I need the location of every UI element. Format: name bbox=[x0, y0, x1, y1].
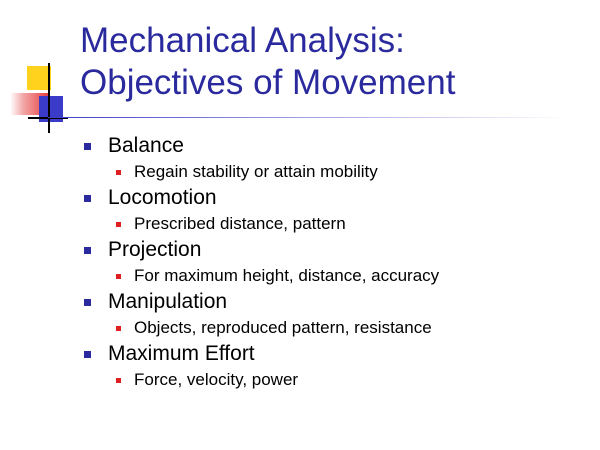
small-square-bullet-icon bbox=[116, 170, 121, 175]
slide-title bbox=[80, 20, 455, 104]
square-bullet-icon bbox=[84, 299, 91, 306]
item-heading bbox=[82, 184, 439, 212]
square-bullet-icon bbox=[84, 247, 91, 254]
sub-item-label: Force, velocity, power bbox=[134, 370, 299, 389]
item-heading bbox=[82, 340, 439, 368]
list-item bbox=[82, 236, 439, 288]
list-item bbox=[82, 288, 439, 340]
item-label: Manipulation bbox=[108, 290, 228, 313]
title-line-2: Objectives of Movement bbox=[80, 63, 456, 102]
vertical-line-decoration bbox=[48, 63, 50, 133]
sub-item-label: Regain stability or attain mobility bbox=[134, 162, 378, 181]
sub-item-label: For maximum height, distance, accuracy bbox=[134, 266, 440, 285]
square-bullet-icon bbox=[84, 143, 91, 150]
list-item bbox=[82, 132, 439, 184]
sub-item bbox=[112, 368, 439, 392]
list-item bbox=[82, 340, 439, 392]
small-square-bullet-icon bbox=[116, 274, 121, 279]
item-heading bbox=[82, 236, 439, 264]
item-label: Projection bbox=[108, 238, 202, 261]
title-line-1: Mechanical Analysis: bbox=[80, 21, 405, 60]
square-bullet-icon bbox=[84, 351, 91, 358]
sub-item bbox=[112, 212, 439, 236]
sub-item bbox=[112, 160, 439, 184]
item-label: Locomotion bbox=[108, 186, 217, 209]
item-label: Balance bbox=[108, 134, 184, 157]
sub-item bbox=[112, 264, 439, 288]
sub-item-label: Prescribed distance, pattern bbox=[134, 214, 346, 233]
corner-decoration bbox=[0, 0, 90, 150]
sub-item bbox=[112, 316, 439, 340]
item-heading bbox=[82, 132, 439, 160]
list-item bbox=[82, 184, 439, 236]
small-square-bullet-icon bbox=[116, 378, 121, 383]
square-bullet-icon bbox=[84, 195, 91, 202]
small-square-bullet-icon bbox=[116, 326, 121, 331]
objectives-list bbox=[82, 132, 439, 392]
item-heading bbox=[82, 288, 439, 316]
item-label: Maximum Effort bbox=[108, 342, 255, 365]
sub-item-label: Objects, reproduced pattern, resistance bbox=[134, 318, 432, 337]
title-underline bbox=[48, 117, 568, 118]
small-square-bullet-icon bbox=[116, 222, 121, 227]
